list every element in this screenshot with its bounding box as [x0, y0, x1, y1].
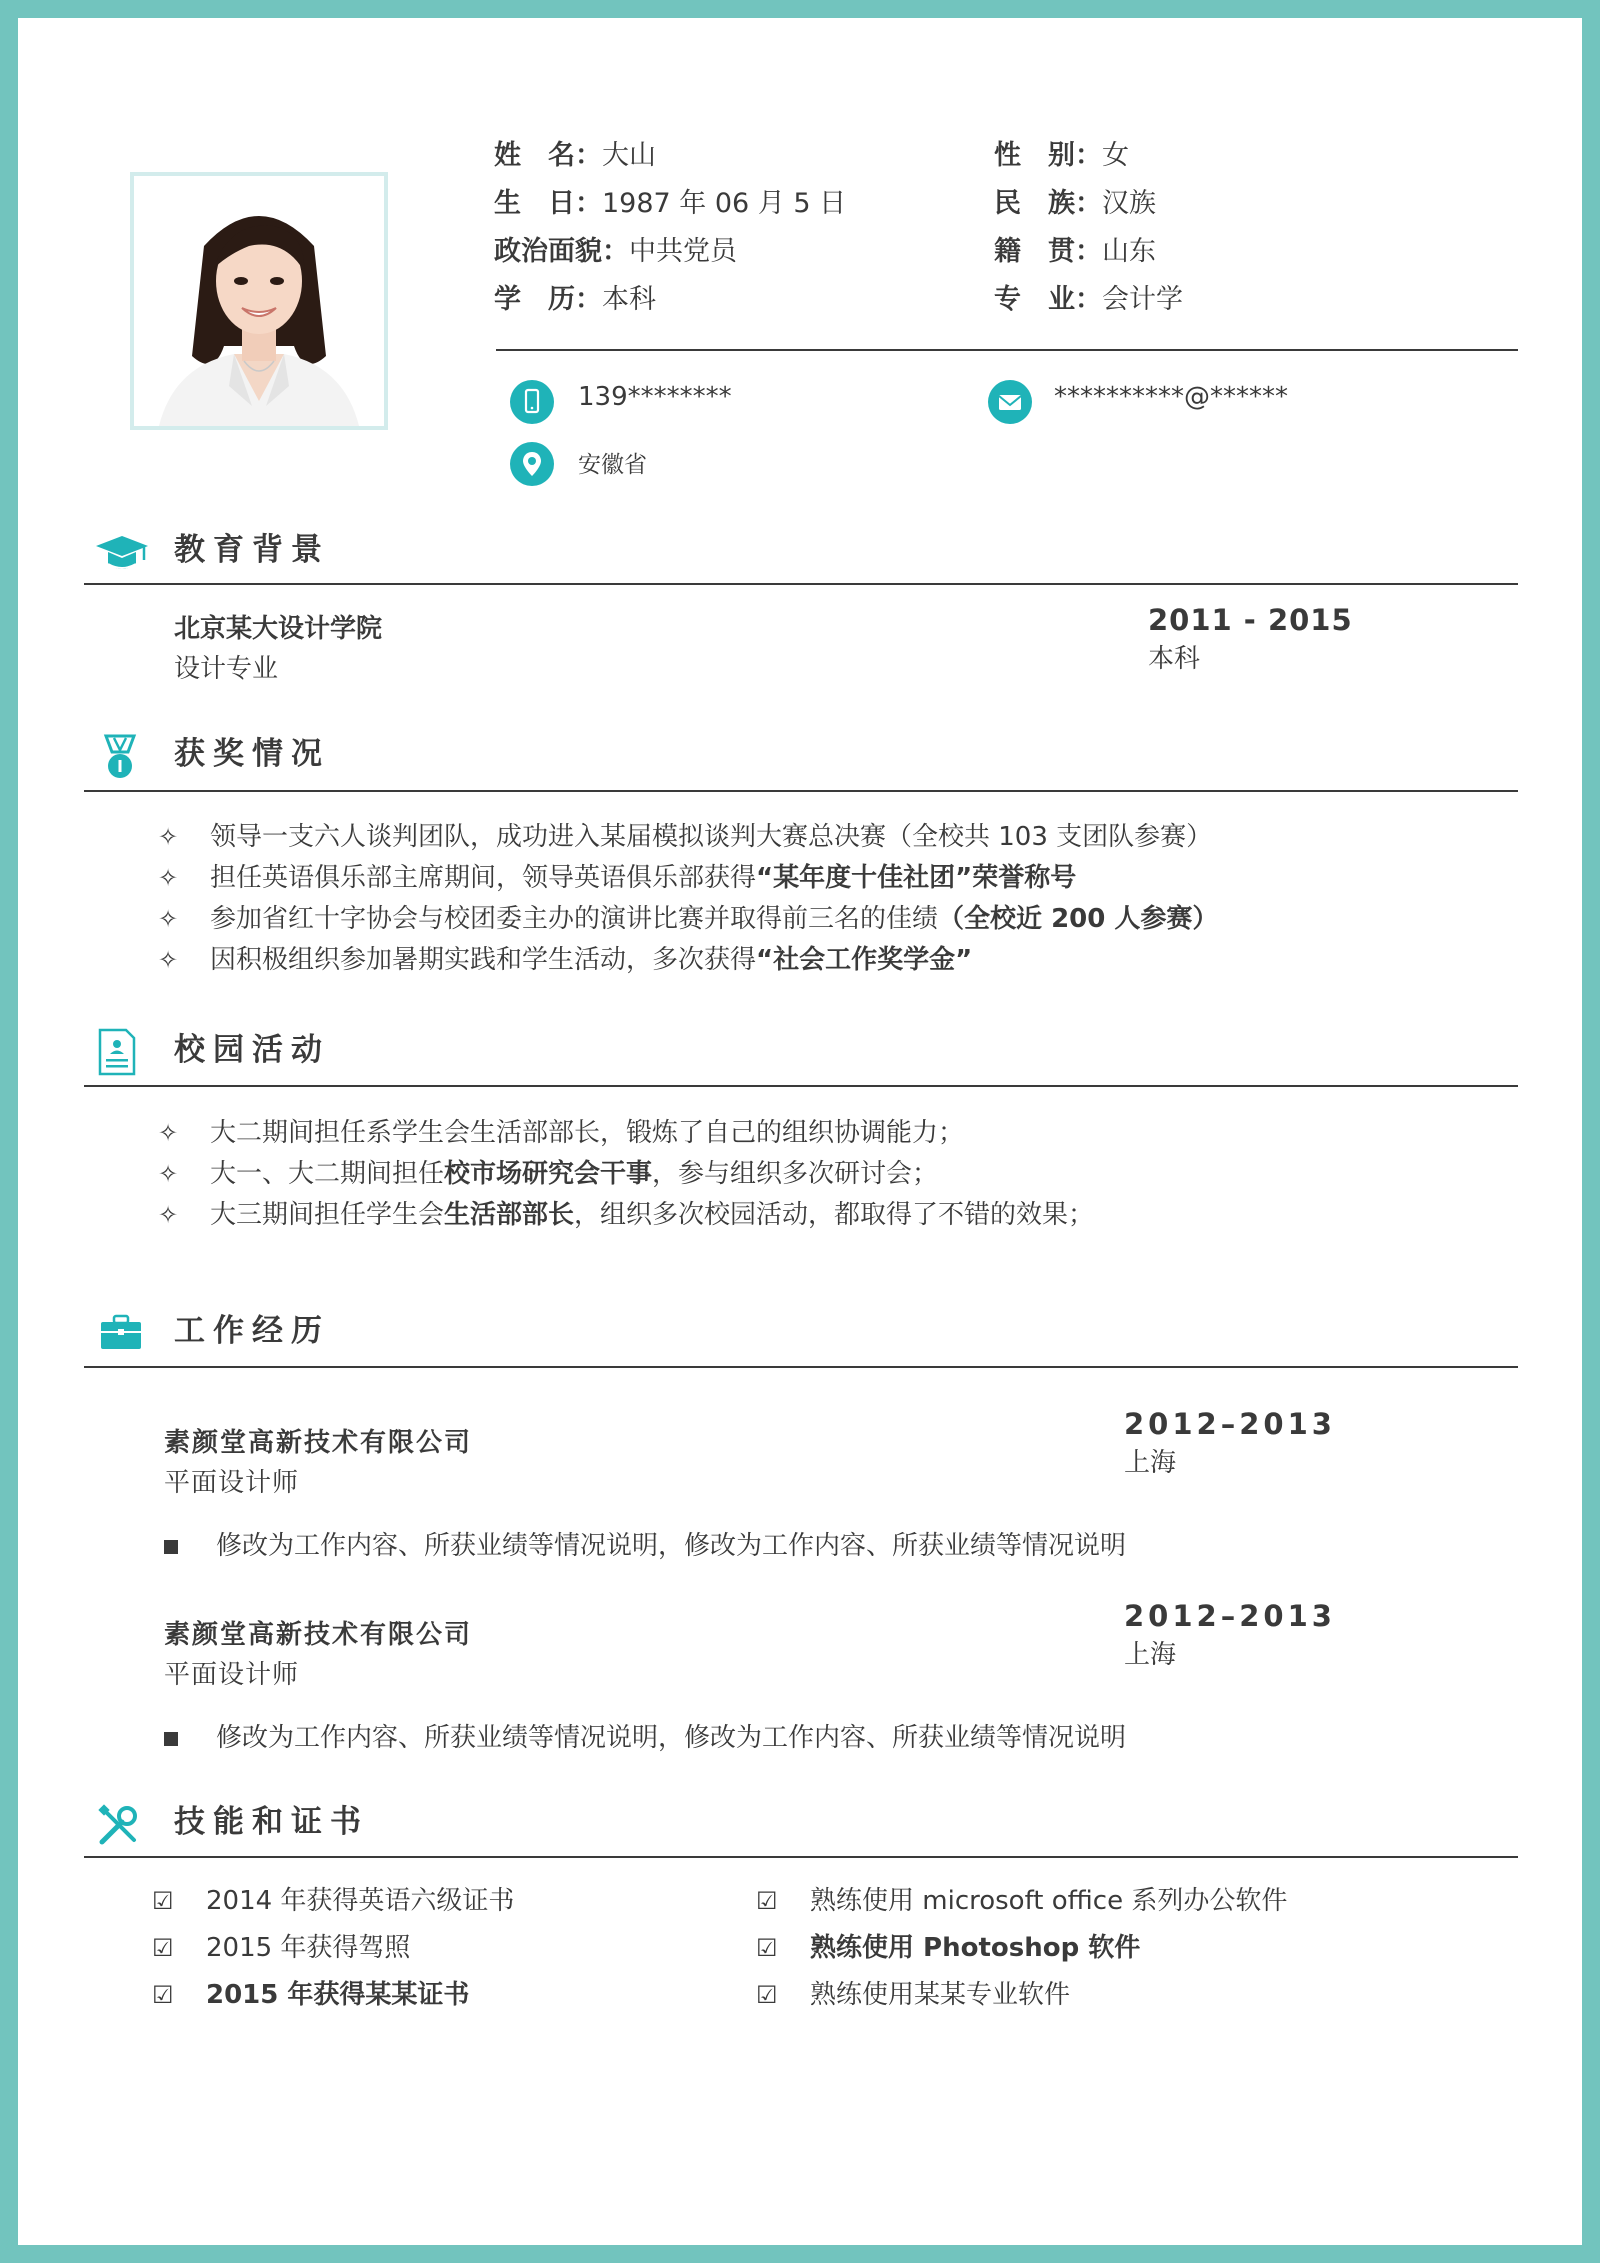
skill-text: 2014 年获得英语六级证书	[206, 1886, 515, 1916]
tools-icon	[96, 1804, 140, 1848]
field-education-level	[494, 282, 656, 318]
field-value: 山东	[1102, 236, 1156, 267]
award-highlight: “某年度十佳社团”荣誉称号	[756, 863, 1077, 893]
school-name: 北京某大设计学院	[174, 614, 383, 644]
section-title-work: 工作经历	[174, 1313, 330, 1349]
skill-text: 熟练使用某某专业软件	[810, 1980, 1071, 2010]
diamond-bullet-icon: ✧	[158, 1119, 179, 1147]
checkbox-icon: ☑	[152, 1934, 174, 1962]
field-value: 汉族	[1102, 188, 1156, 219]
job-description	[162, 1721, 1126, 1755]
section-divider	[84, 1366, 1518, 1368]
field-value: 大山	[602, 140, 656, 171]
section-divider	[84, 1085, 1518, 1087]
award-highlight: “社会工作奖学金”	[756, 945, 973, 975]
skill-item	[152, 1931, 410, 1965]
skill-item	[756, 1884, 1287, 1918]
job-company: 素颜堂高新技术有限公司	[164, 1620, 473, 1650]
campus-highlight: 生活部部长	[444, 1200, 575, 1230]
briefcase-icon	[100, 1314, 142, 1350]
section-title-skills: 技能和证书	[174, 1804, 369, 1840]
job-description	[162, 1529, 1126, 1563]
square-bullet-icon	[164, 1732, 178, 1746]
diamond-bullet-icon: ✧	[158, 1201, 179, 1229]
campus-text-tail: ，组织多次校园活动，都取得了不错的效果；	[574, 1200, 1095, 1230]
field-name	[494, 138, 656, 174]
location-pin-icon	[510, 442, 554, 486]
job-description-text: 修改为工作内容、所获业绩等情况说明，修改为工作内容、所获业绩等情况说明	[216, 1723, 1127, 1753]
diamond-bullet-icon: ✧	[158, 1160, 179, 1188]
header-divider	[496, 349, 1518, 351]
document-icon	[96, 1028, 138, 1076]
field-value: 1987 年 06 月 5 日	[602, 188, 847, 219]
job-company: 素颜堂高新技术有限公司	[164, 1428, 473, 1458]
skill-text: 2015 年获得某某证书	[206, 1980, 470, 2010]
email-icon	[988, 380, 1032, 424]
field-label: 学 历：	[494, 284, 602, 315]
field-label: 生 日：	[494, 188, 602, 219]
job-description-text: 修改为工作内容、所获业绩等情况说明，修改为工作内容、所获业绩等情况说明	[216, 1531, 1127, 1561]
field-political	[494, 234, 737, 270]
email-address[interactable]: **********@******	[1054, 382, 1288, 412]
job-years: 2012–2013	[1124, 1407, 1336, 1441]
checkbox-icon: ☑	[756, 1887, 778, 1915]
skill-item	[756, 1931, 1140, 1965]
section-divider	[84, 1856, 1518, 1858]
education-degree: 本科	[1148, 644, 1201, 674]
diamond-bullet-icon: ✧	[158, 905, 179, 933]
job-role: 平面设计师	[164, 1468, 300, 1498]
job-city: 上海	[1124, 1640, 1177, 1670]
diamond-bullet-icon: ✧	[158, 946, 179, 974]
square-bullet-icon	[164, 1540, 178, 1554]
skill-item	[756, 1978, 1070, 2012]
phone-icon	[510, 380, 554, 424]
campus-text-tail: ，参与组织多次研讨会；	[652, 1159, 939, 1189]
checkbox-icon: ☑	[756, 1981, 778, 2009]
portrait-illustration	[134, 176, 384, 426]
field-label: 政治面貌：	[494, 236, 629, 267]
phone-number[interactable]: 139********	[578, 382, 732, 412]
award-item	[158, 943, 972, 977]
campus-text: 大一、大二期间担任	[210, 1159, 445, 1189]
field-gender	[994, 138, 1129, 174]
skill-text: 熟练使用 microsoft office 系列办公软件	[810, 1886, 1288, 1916]
checkbox-icon: ☑	[152, 1887, 174, 1915]
award-item	[158, 820, 1212, 854]
medal-icon	[98, 732, 142, 784]
award-text: 担任英语俱乐部主席期间，领导英语俱乐部获得	[210, 863, 757, 893]
school-major: 设计专业	[174, 654, 279, 684]
campus-text: 大二期间担任系学生会生活部部长，锻炼了自己的组织协调能力；	[210, 1118, 965, 1148]
field-label: 姓 名：	[494, 140, 602, 171]
campus-item	[158, 1157, 938, 1191]
skill-text: 2015 年获得驾照	[206, 1933, 411, 1963]
diamond-bullet-icon: ✧	[158, 823, 179, 851]
award-text: 因积极组织参加暑期实践和学生活动，多次获得	[210, 945, 757, 975]
section-divider	[84, 790, 1518, 792]
field-value: 本科	[602, 284, 656, 315]
resume-page	[18, 18, 1582, 2245]
graduation-cap-icon	[94, 532, 150, 576]
section-title-campus: 校园活动	[174, 1032, 330, 1068]
skill-item	[152, 1978, 469, 2012]
section-title-awards: 获奖情况	[174, 736, 330, 772]
field-value: 中共党员	[629, 236, 737, 267]
award-text: 领导一支六人谈判团队，成功进入某届模拟谈判大赛总决赛（全校共 103 支团队参赛）	[210, 822, 1213, 852]
field-ethnicity	[994, 186, 1156, 222]
diamond-bullet-icon: ✧	[158, 864, 179, 892]
section-divider	[84, 583, 1518, 585]
field-label: 民 族：	[994, 188, 1102, 219]
job-years: 2012–2013	[1124, 1599, 1336, 1633]
field-label: 专 业：	[994, 284, 1102, 315]
campus-highlight: 校市场研究会干事	[444, 1159, 653, 1189]
job-city: 上海	[1124, 1448, 1177, 1478]
campus-text: 大三期间担任学生会	[210, 1200, 445, 1230]
skill-item	[152, 1884, 514, 1918]
education-years: 2011 - 2015	[1148, 603, 1353, 637]
campus-item	[158, 1198, 1094, 1232]
skill-text: 熟练使用 Photoshop 软件	[810, 1933, 1141, 1963]
field-value: 女	[1102, 140, 1129, 171]
campus-item	[158, 1116, 964, 1150]
address-text: 安徽省	[578, 452, 647, 478]
field-label: 性 别：	[994, 140, 1102, 171]
award-item	[158, 902, 1218, 936]
award-text: 参加省红十字协会与校团委主办的演讲比赛并取得前三名的佳绩	[210, 904, 939, 934]
field-value: 会计学	[1102, 284, 1183, 315]
field-major	[994, 282, 1183, 318]
field-hometown	[994, 234, 1156, 270]
field-birthday	[494, 186, 846, 222]
award-highlight: （全校近 200 人参赛）	[938, 904, 1219, 934]
section-title-education: 教育背景	[174, 532, 330, 568]
field-label: 籍 贯：	[994, 236, 1102, 267]
award-item	[158, 861, 1076, 895]
job-role: 平面设计师	[164, 1660, 300, 1690]
checkbox-icon: ☑	[756, 1934, 778, 1962]
profile-photo	[130, 172, 388, 430]
checkbox-icon: ☑	[152, 1981, 174, 2009]
